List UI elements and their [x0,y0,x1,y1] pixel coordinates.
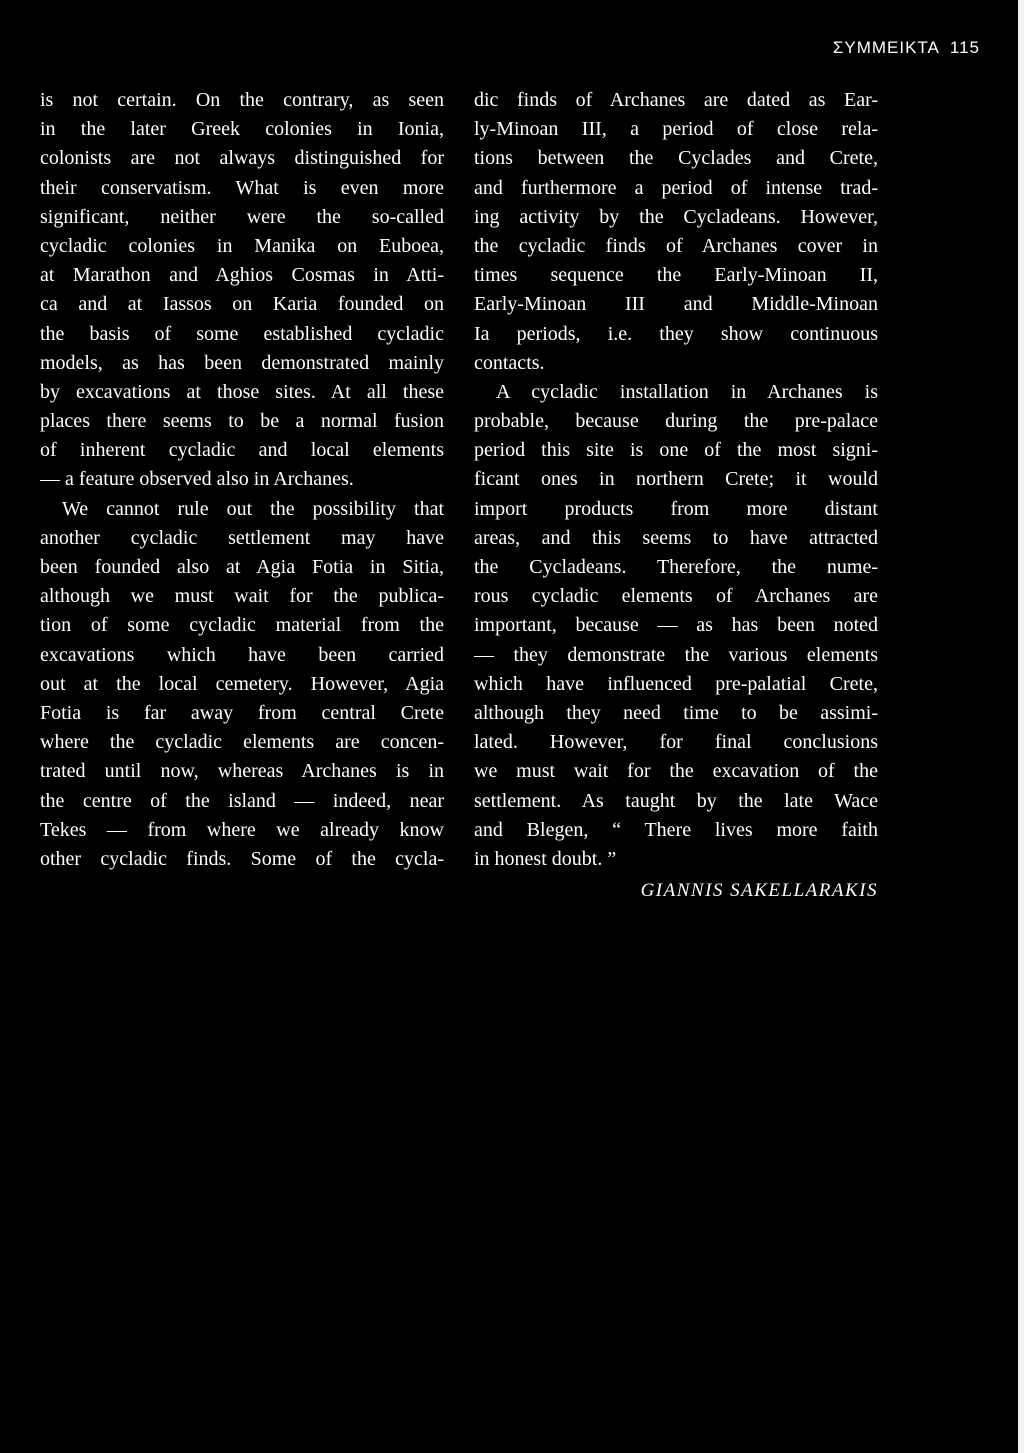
text-line: period this site is one of the most signi- [474,439,878,462]
text-line: the basis of some established cycladic [40,322,444,345]
text-line: Fotia is far away from central Crete [40,701,444,724]
journal-title: ΣΥΜΜΕΙΚΤΑ [832,38,940,57]
text-line: models, as has been demonstrated mainly [40,351,444,374]
text-line: although they need time to be assimi- [474,701,878,724]
text-line: settlement. As taught by the late Wace [474,789,878,812]
text-line: the Cycladeans. Therefore, the nume- [474,556,878,578]
text-line: tions between the Cyclades and Crete, [474,147,878,170]
text-line: ly-Minoan III, a period of close rela- [474,118,878,141]
text-line: the centre of the island — indeed, near [40,789,444,812]
text-line: dic finds of Archanes are dated as Ear- [474,89,878,111]
text-line: at Marathon and Aghios Cosmas in Atti- [40,264,444,287]
text-line: another cycladic settlement may have [40,526,444,549]
text-line: is not certain. On the contrary, as seen [40,89,444,111]
text-line: in honest doubt. ” [474,847,617,870]
text-line: contacts. [474,351,545,374]
text-line: Early-Minoan III and Middle-Minoan [474,293,878,316]
author-signature: GIANNIS SAKELLARAKIS [640,880,878,901]
text-line: excavations which have been carried [40,643,444,666]
text-line: ca and at Iassos on Karia founded on [40,293,444,316]
right-column [474,86,878,874]
running-head [833,38,980,58]
text-line: trated until now, whereas Archanes is in [40,760,444,783]
text-line: Tekes — from where we already know [40,818,444,841]
text-line: although we must wait for the publica- [40,585,444,608]
left-column [40,86,444,874]
text-line: and furthermore a period of intense trad- [474,176,878,199]
text-line: tion of some cycladic material from the [40,614,444,637]
text-line: and Blegen, “ There lives more faith [474,818,878,841]
text-line: rous cycladic elements of Archanes are [474,585,878,608]
text-line: We cannot rule out the possibility that [62,497,444,520]
text-line: places there seems to be a normal fusion [40,410,444,433]
text-line: A cycladic installation in Archanes is [496,380,878,403]
text-line: the cycladic finds of Archanes cover in [474,234,878,257]
text-line: cycladic colonies in Manika on Euboea, [40,234,444,257]
text-line: — they demonstrate the various elements [474,643,878,666]
text-line: in the later Greek colonies in Ionia, [40,118,444,141]
text-line: areas, and this seems to have attracted [474,526,878,549]
text-line: where the cycladic elements are concen- [40,731,444,754]
text-line: probable, because during the pre-palace [474,410,878,433]
text-line: by excavations at those sites. At all these [40,380,444,403]
text-line: import products from more distant [474,497,878,520]
text-line: been founded also at Agia Fotia in Sitia, [40,556,444,578]
text-line: Ia periods, i.e. they show continuous [474,322,878,345]
text-line: significant, neither were the so-called [40,205,444,228]
text-line: of inherent cycladic and local elements [40,439,444,462]
text-line: ing activity by the Cycladeans. However, [474,205,878,228]
text-line: ficant ones in northern Crete; it would [474,468,878,491]
text-line: we must wait for the excavation of the [474,760,878,783]
page-edge [1018,0,1024,1453]
text-line: — a feature observed also in Archanes. [40,468,354,491]
text-line: important, because — as has been noted [474,614,878,637]
page-number: 115 [949,38,980,57]
text-line: their conservatism. What is even more [40,176,444,199]
text-line: out at the local cemetery. However, Agia [40,672,444,695]
text-line: which have influenced pre-palatial Crete, [474,672,878,695]
text-line: colonists are not always distinguished for [40,147,444,170]
text-line: lated. However, for final conclusions [474,731,878,754]
text-line: other cycladic finds. Some of the cycla- [40,847,444,870]
text-line: times sequence the Early-Minoan II, [474,264,878,287]
